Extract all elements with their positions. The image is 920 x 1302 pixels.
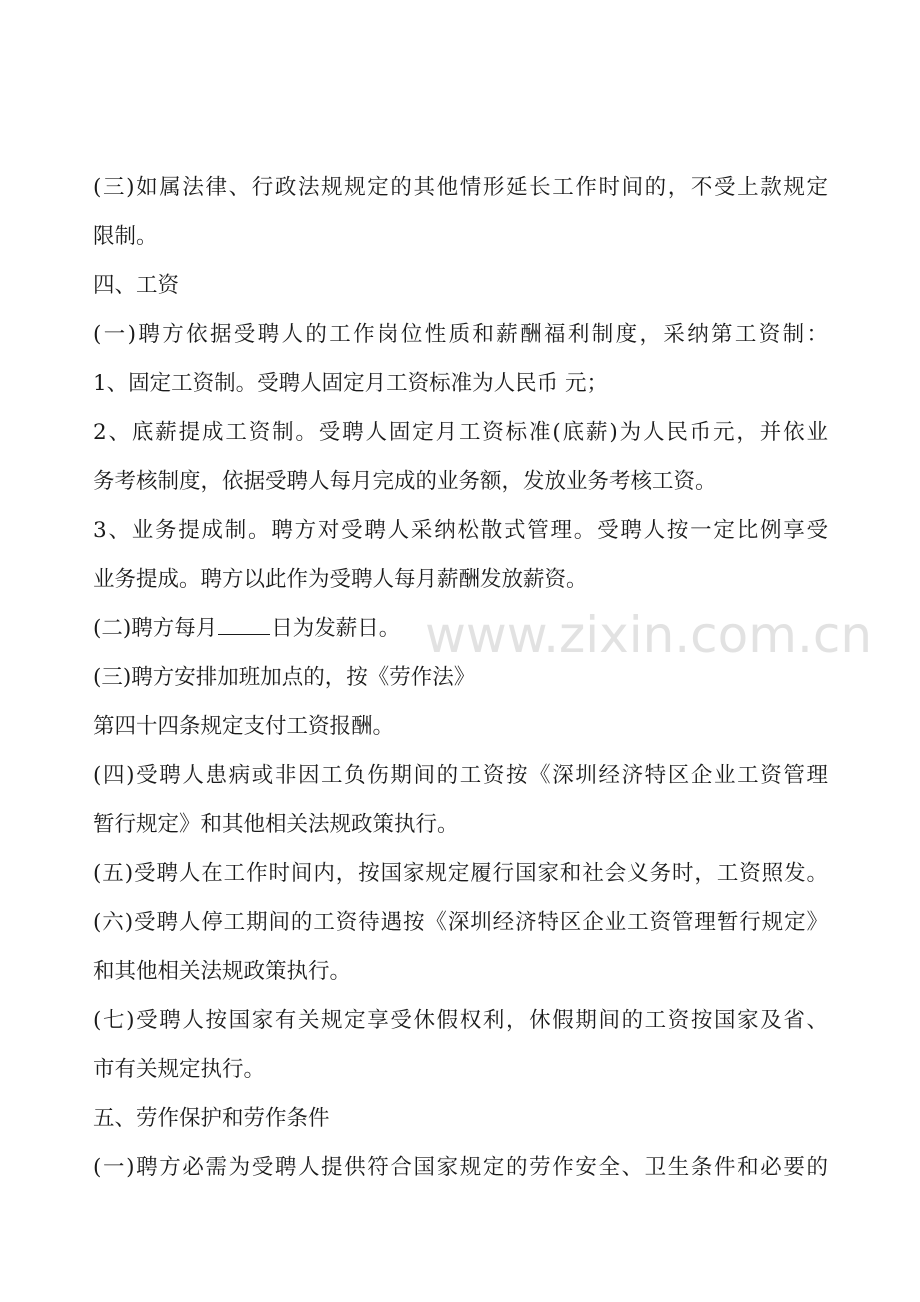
text-line: 市有关规定执行。 — [93, 1057, 266, 1082]
watermark: www.zixin.com.cn — [425, 606, 873, 664]
text-line: 业务提成。聘方以此作为受聘人每月薪酬发放薪资。 — [93, 567, 588, 592]
text-line: 3、业务提成制。聘方对受聘人采纳松散式管理。受聘人按一定比例享受 — [93, 518, 828, 543]
text-line: (一)聘方依据受聘人的工作岗位性质和薪酬福利制度，采纳第工资制： — [93, 322, 828, 347]
section-heading: 四、工资 — [93, 273, 180, 298]
text-line: 第四十四条规定支付工资报酬。 — [93, 714, 395, 739]
payday-text-after: 日为发薪日。 — [271, 616, 401, 641]
text-line: 务考核制度，依据受聘人每月完成的业务额，发放业务考核工资。 — [93, 469, 717, 494]
text-line: (三)如属法律、行政法规规定的其他情形延长工作时间的，不受上款规定 — [93, 175, 828, 200]
text-line: 2、底薪提成工资制。受聘人固定月工资标准(底薪)为人民币元，并依业 — [93, 420, 828, 445]
payday-text-before: (二)聘方每月 — [93, 616, 218, 641]
text-line: 和其他相关法规政策执行。 — [93, 959, 352, 984]
payday-blank — [218, 612, 270, 635]
text-line: 限制。 — [93, 224, 158, 249]
text-line: (七)受聘人按国家有关规定享受休假权利，休假期间的工资按国家及省、 — [93, 1008, 828, 1033]
section-heading: 五、劳作保护和劳作条件 — [93, 1106, 330, 1131]
text-line: (六)受聘人停工期间的工资待遇按《深圳经济特区企业工资管理暂行规定》 — [93, 910, 828, 935]
text-line: (四)受聘人患病或非因工负伤期间的工资按《深圳经济特区企业工资管理 — [93, 763, 828, 788]
text-line: (五)受聘人在工作时间内，按国家规定履行国家和社会义务时，工资照发。 — [93, 861, 828, 886]
text-line: 暂行规定》和其他相关法规政策执行。 — [93, 812, 459, 837]
text-line: (一)聘方必需为受聘人提供符合国家规定的劳作安全、卫生条件和必要的 — [93, 1155, 828, 1180]
text-line: (三)聘方安排加班加点的，按《劳作法》 — [93, 665, 476, 690]
text-line: 1、固定工资制。受聘人固定月工资标准为人民币 元； — [93, 371, 609, 396]
